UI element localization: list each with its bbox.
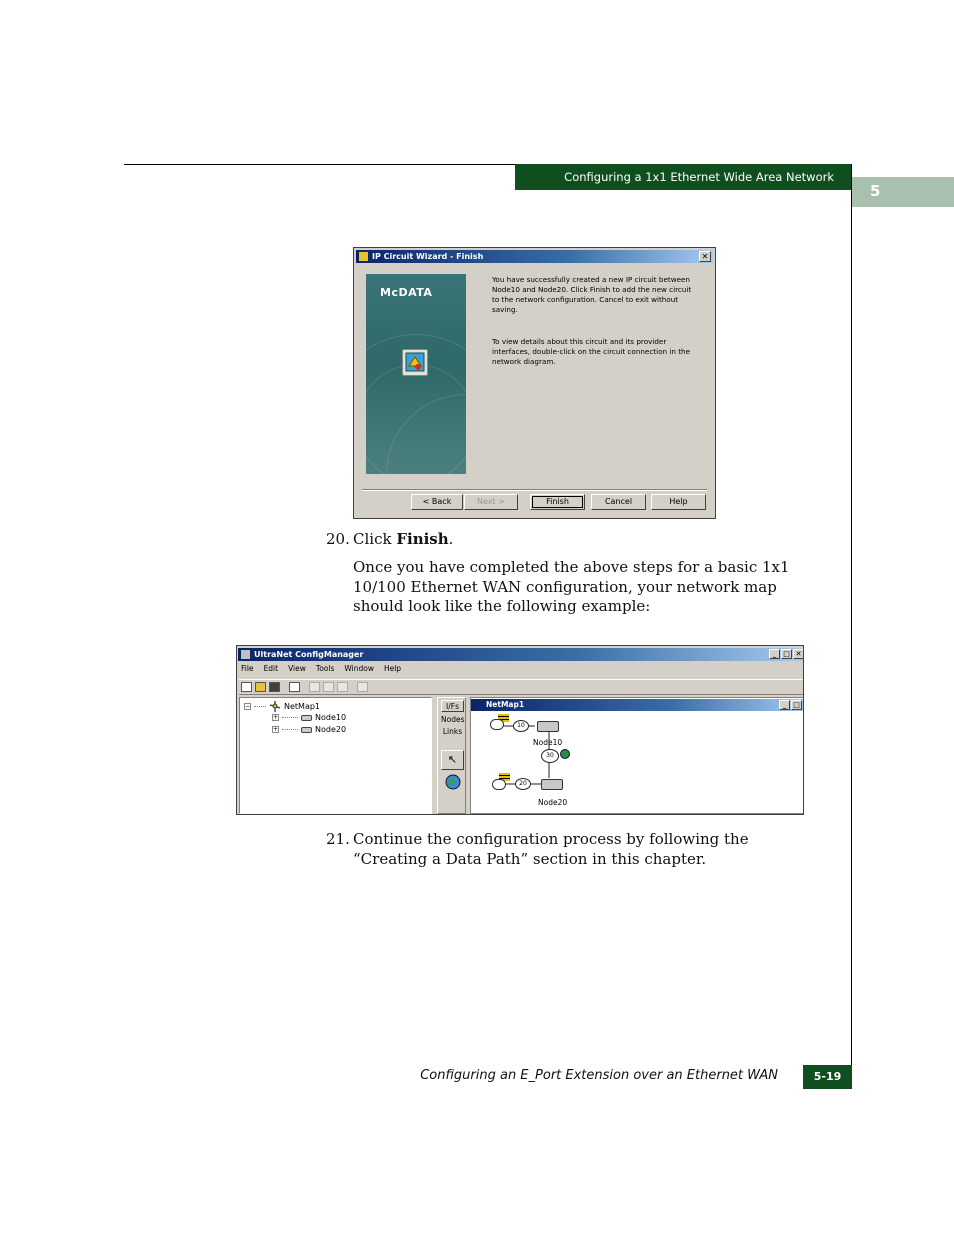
properties-icon[interactable] (357, 682, 368, 692)
margin-rule (851, 164, 852, 1089)
menu-bar (241, 664, 401, 676)
new-file-icon[interactable] (241, 682, 252, 692)
wizard-app-icon (359, 252, 368, 261)
tab-nodes[interactable]: Nodes (441, 715, 465, 724)
menu-tools[interactable]: Tools (315, 664, 335, 673)
netmap-window (470, 697, 804, 814)
tree-item-label: Node20 (315, 725, 347, 734)
circuit-circle-mid[interactable]: 30 (541, 749, 559, 763)
network-tree (239, 697, 432, 814)
menu-view[interactable]: View (288, 664, 306, 673)
tree-line (282, 717, 298, 718)
save-icon[interactable] (269, 682, 280, 692)
tree-item-label: Node10 (315, 713, 347, 722)
wizard-banner-image (366, 274, 466, 474)
netmap-title: NetMap1 (486, 700, 525, 709)
close-icon[interactable]: ✕ (699, 251, 711, 262)
network-map-icon (269, 701, 281, 712)
back-button[interactable]: < Back (411, 494, 463, 510)
app-title: UltraNet ConfigManager (254, 650, 364, 659)
node-icon (301, 727, 312, 733)
app-title-bar (238, 648, 804, 661)
network-diagram-lines (471, 698, 804, 815)
circuit-circle-top[interactable]: 10 (513, 720, 529, 732)
step-emphasis: Finish (396, 530, 449, 548)
maximize-icon[interactable]: □ (781, 649, 792, 659)
pointer-icon[interactable]: ↖ (441, 750, 464, 770)
menu-window[interactable]: Window (344, 664, 374, 673)
ip-circuit-wizard-dialog (353, 247, 716, 519)
menu-edit[interactable]: Edit (263, 664, 279, 673)
details-message: To view details about this circuit and its provider interfaces, double-click on the circuit connection in the network diagram. (492, 337, 690, 366)
node10-icon[interactable] (537, 721, 559, 732)
step-text: . (448, 530, 454, 548)
button-separator (362, 489, 707, 491)
mcdata-logo: McDATA (380, 286, 433, 299)
copy-icon[interactable] (323, 682, 334, 692)
step-21-text: Continue the configuration process by following the “Creating a Data Path” section in this chapter. (353, 830, 749, 868)
step-20-paragraph: Once you have completed the above steps for a basic 1x1 10/100 Ethernet WAN configuration, your network map should look like the following example: (353, 558, 790, 615)
footer-book-title: Configuring an E_Port Extension over an Ethernet WAN (420, 1068, 778, 1083)
dialog-title-bar (356, 250, 713, 263)
tree-line (254, 706, 266, 707)
globe-icon (560, 749, 570, 759)
print-icon[interactable] (289, 682, 300, 692)
globe-tool-icon[interactable] (441, 774, 464, 792)
cloud-icon (490, 719, 504, 730)
collapse-icon[interactable]: − (245, 703, 251, 710)
minimize-icon[interactable]: _ (779, 700, 790, 710)
minimize-icon[interactable]: _ (769, 649, 780, 659)
window-buttons (769, 649, 804, 659)
tree-line (282, 729, 298, 730)
cut-icon[interactable] (309, 682, 320, 692)
tree-root[interactable] (244, 701, 320, 712)
app-icon (241, 650, 250, 659)
cloud-icon (492, 779, 506, 790)
node20-icon[interactable] (541, 779, 563, 790)
running-header (515, 164, 852, 190)
menu-file[interactable]: File (241, 664, 254, 673)
circuit-circle-bottom[interactable]: 20 (515, 778, 531, 790)
open-folder-icon[interactable] (255, 682, 266, 692)
tab-links[interactable]: Links (442, 727, 463, 736)
tab-ifs[interactable]: I/Fs (441, 700, 464, 712)
expand-icon[interactable]: + (273, 726, 279, 733)
node-icon (301, 715, 312, 721)
paste-icon[interactable] (337, 682, 348, 692)
section-title: Configuring a 1x1 Ethernet Wide Area Network (564, 170, 834, 184)
maximize-icon[interactable]: □ (791, 700, 802, 710)
step-number: 21. (326, 830, 350, 848)
menu-help[interactable]: Help (383, 664, 402, 673)
expand-icon[interactable]: + (273, 714, 279, 721)
tree-item-node10[interactable] (272, 713, 346, 722)
cancel-button[interactable]: Cancel (591, 494, 646, 510)
close-icon[interactable]: ✕ (793, 649, 804, 659)
header-rule (124, 164, 516, 165)
step-number: 20. (326, 530, 350, 548)
step-20-text (353, 530, 453, 550)
chapter-tab: 5 (852, 177, 954, 207)
page-number: 5-19 (803, 1065, 852, 1089)
node20-label: Node20 (538, 798, 568, 807)
toolbar (239, 679, 803, 695)
wizard-icon (402, 349, 428, 376)
dialog-title: IP Circuit Wizard - Finish (372, 252, 484, 261)
palette-panel (437, 697, 466, 814)
success-message: You have successfully created a new IP circuit between Node10 and Node20. Click Finish to add the new circuit to the network configuration. Cancel to exit without saving. (492, 275, 692, 314)
tree-item-node20[interactable] (272, 725, 346, 734)
node10-label: Node10 (533, 738, 563, 747)
configmanager-window (236, 645, 804, 815)
finish-button[interactable]: Finish (530, 494, 585, 510)
help-button[interactable]: Help (651, 494, 706, 510)
tree-item-label: NetMap1 (284, 702, 321, 711)
next-button[interactable]: Next > (464, 494, 518, 510)
step-text: Click (353, 530, 397, 548)
